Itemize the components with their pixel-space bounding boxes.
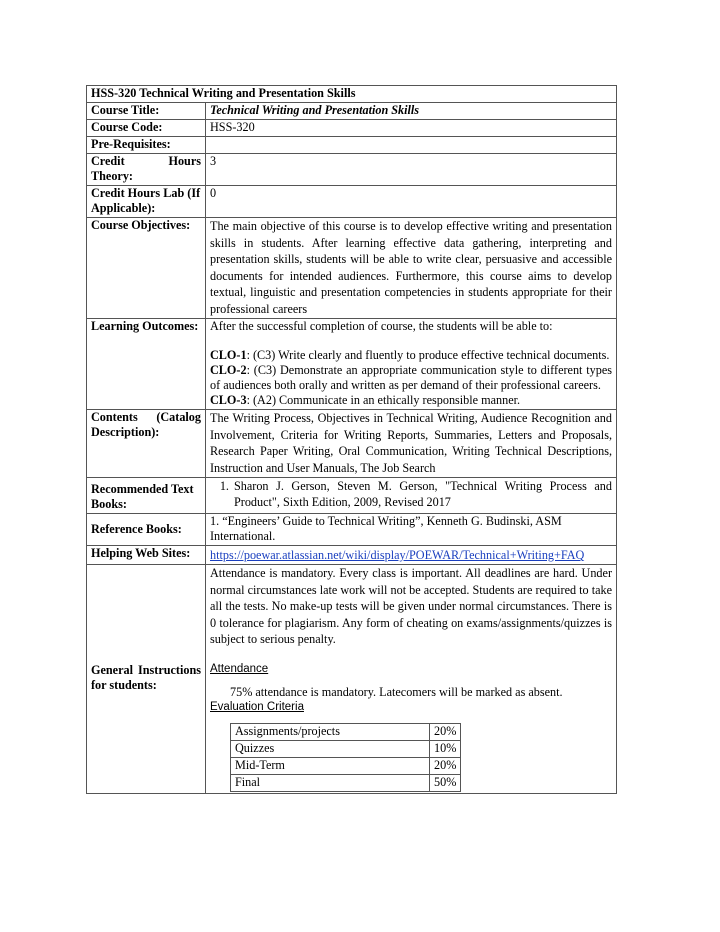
clo-text: : (A2) Communicate in an ethically responsible manner. — [246, 393, 521, 407]
textbooks-value — [206, 478, 617, 514]
row-course-code — [87, 120, 617, 137]
contents-label: Contents (Catalog Description): — [87, 410, 206, 478]
credit-theory-value: 3 — [206, 154, 617, 186]
attendance-text: 75% attendance is mandatory. Latecomers will be marked as absent. — [230, 684, 563, 699]
clo-code: CLO-3 — [210, 393, 247, 407]
policy-text: Attendance is mandatory. Every class is important. All deadlines are hard. Under normal circumstances late work will not be accepted. Students are required to take all the tests. No make-up tests will be given under normal circumstances. There is 0 tolerance for plagiarism. Any form of cheating on exams/assignments/quizzes is subject to serious penalty. — [210, 566, 612, 646]
web-value — [206, 546, 617, 565]
evaluation-row — [231, 740, 461, 757]
clo-code: CLO-1 — [210, 348, 247, 362]
row-credit-theory — [87, 154, 617, 186]
clo-item — [210, 363, 612, 393]
evaluation-item: Assignments/projects — [231, 723, 430, 740]
course-header: HSS-320 Technical Writing and Presentation Skills — [87, 86, 617, 103]
evaluation-weight: 10% — [430, 740, 461, 757]
course-outline-table — [86, 85, 617, 794]
row-general — [87, 565, 617, 794]
table-header-row — [87, 86, 617, 103]
clo-item — [210, 348, 612, 363]
clo-text: : (C3) Demonstrate an appropriate communication style to different types of audiences both orally and written as per demand of their professional careers. — [210, 363, 612, 392]
evaluation-heading: Evaluation Criteria — [210, 700, 304, 713]
credit-lab-label: Credit Hours Lab (If Applicable): — [87, 186, 206, 218]
prerequisites-value — [206, 137, 617, 154]
evaluation-item: Quizzes — [231, 740, 430, 757]
outcomes-label: Learning Outcomes: — [87, 319, 206, 410]
outcomes-value — [206, 319, 617, 410]
evaluation-row — [231, 757, 461, 774]
general-value — [206, 565, 617, 794]
general-label: General Instructions for students: — [87, 565, 206, 794]
course-title-value: Technical Writing and Presentation Skills — [206, 103, 617, 120]
objectives-value: The main objective of this course is to develop effective writing and presentation skills in students. After learning effective data gathering, interpreting and presentation skills, students will be able to write clear, persuasive and accessible documents for intended audiences. Furthermore, this course aims to develop textual, linguistic and presentation competencies in students appropriate for their professional careers — [206, 218, 617, 319]
evaluation-weight: 20% — [430, 757, 461, 774]
clo-text: : (C3) Write clearly and fluently to produce effective technical documents. — [246, 348, 610, 362]
clo-code: CLO-2 — [210, 363, 247, 377]
evaluation-row — [231, 723, 461, 740]
course-code-label: Course Code: — [87, 120, 206, 137]
textbook-item: 1. Sharon J. Gerson, Steven M. Gerson, "Technical Writing Process and Product", Sixth Edition, 2009, Revised 2017 — [232, 478, 612, 510]
row-credit-lab — [87, 186, 617, 218]
course-code-value: HSS-320 — [206, 120, 617, 137]
textbook-list — [210, 478, 612, 510]
evaluation-item: Final — [231, 774, 430, 791]
credit-theory-label: Credit Hours Theory: — [87, 154, 206, 186]
evaluation-table — [230, 723, 461, 792]
web-link[interactable]: https://poewar.atlassian.net/wiki/display/POEWAR/Technical+Writing+FAQ — [210, 548, 585, 562]
reference-value: 1. “Engineers’ Guide to Technical Writing”, Kenneth G. Budinski, ASM International. — [206, 514, 617, 546]
outcomes-intro: After the successful completion of course, the students will be able to: — [210, 319, 553, 333]
textbooks-label: Recommended Text Books: — [87, 478, 206, 514]
clo-item — [210, 393, 612, 408]
attendance-heading: Attendance — [210, 662, 269, 675]
contents-value: The Writing Process, Objectives in Technical Writing, Audience Recognition and Involvement, Criteria for Writing Reports, Summaries, Letters and Proposals, Research Paper Writing, Oral Communication, Writing Technical Descriptions, Instruction and User Manuals, The Job Search — [206, 410, 617, 478]
web-label: Helping Web Sites: — [87, 546, 206, 565]
prerequisites-label: Pre-Requisites: — [87, 137, 206, 154]
evaluation-item: Mid-Term — [231, 757, 430, 774]
credit-lab-value: 0 — [206, 186, 617, 218]
course-title-label: Course Title: — [87, 103, 206, 120]
row-contents — [87, 410, 617, 478]
objectives-label: Course Objectives: — [87, 218, 206, 319]
row-outcomes — [87, 319, 617, 410]
row-reference — [87, 514, 617, 546]
reference-label: Reference Books: — [87, 514, 206, 546]
evaluation-weight: 20% — [430, 723, 461, 740]
evaluation-row — [231, 774, 461, 791]
row-course-title — [87, 103, 617, 120]
row-textbooks — [87, 478, 617, 514]
row-objectives — [87, 218, 617, 319]
row-web — [87, 546, 617, 565]
row-prerequisites — [87, 137, 617, 154]
evaluation-weight: 50% — [430, 774, 461, 791]
